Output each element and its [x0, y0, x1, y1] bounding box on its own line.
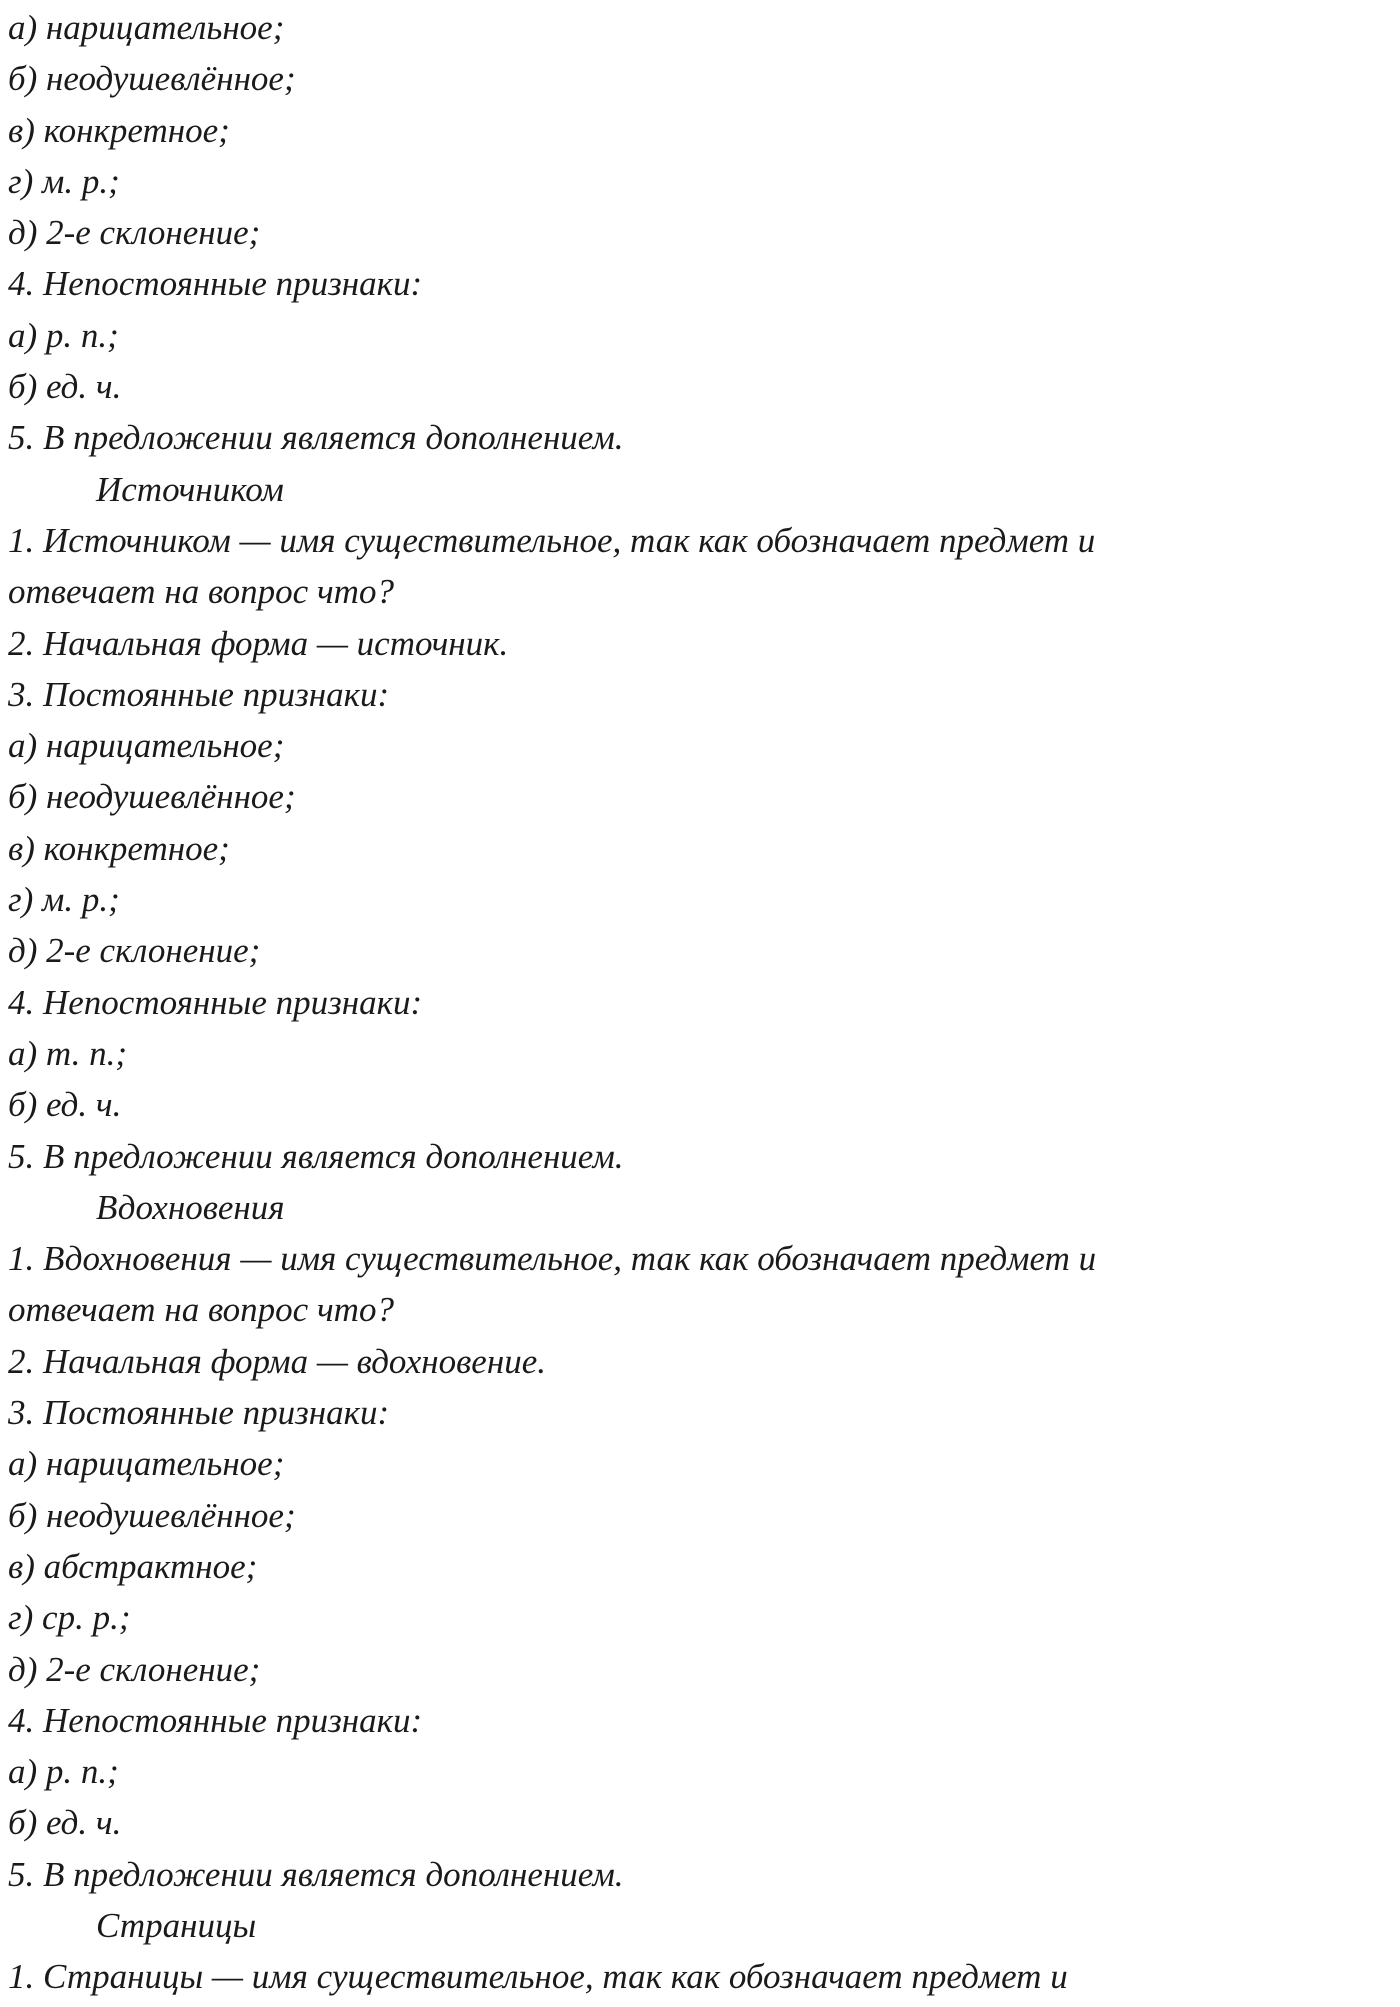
- text-line: 4. Непостоянные признаки:: [8, 982, 423, 1022]
- text-line: отвечает на вопрос что?: [8, 572, 394, 612]
- text-line: 1. Страницы — имя существительное, так как обозначает предмет и: [8, 1957, 1068, 1997]
- text-line: 5. В предложении является дополнением.: [8, 1136, 624, 1176]
- text-line: 3. Постоянные признаки:: [8, 1393, 390, 1433]
- text-line: 1. Вдохновения — имя существительное, так как обозначает предмет и: [8, 1239, 1097, 1279]
- text-line: г) м. р.;: [8, 880, 120, 920]
- text-line: а) р. п.;: [8, 1752, 119, 1792]
- text-line: д) 2-е склонение;: [8, 931, 261, 971]
- text-line: б) неодушевлённое;: [8, 777, 296, 817]
- text-line: г) ср. р.;: [8, 1598, 131, 1638]
- text-line: отвечает на вопрос что?: [8, 1290, 394, 1330]
- word-heading: Страницы: [96, 1905, 257, 1945]
- text-line: а) р. п.;: [8, 315, 119, 355]
- text-line: 4. Непостоянные признаки:: [8, 1700, 423, 1740]
- text-line: а) т. п.;: [8, 1033, 128, 1073]
- text-line: 2. Начальная форма — вдохновение.: [8, 1341, 546, 1381]
- text-line: 5. В предложении является дополнением.: [8, 1854, 624, 1894]
- text-line: б) неодушевлённое;: [8, 59, 296, 99]
- text-line: в) конкретное;: [8, 110, 230, 150]
- text-line: д) 2-е склонение;: [8, 213, 261, 253]
- text-line: б) ед. ч.: [8, 1803, 122, 1843]
- text-line: б) ед. ч.: [8, 1085, 122, 1125]
- text-line: в) абстрактное;: [8, 1546, 258, 1586]
- text-line: б) неодушевлённое;: [8, 1495, 296, 1535]
- text-line: д) 2-е склонение;: [8, 1649, 261, 1689]
- text-line: 2. Начальная форма — источник.: [8, 623, 509, 663]
- text-line: а) нарицательное;: [8, 1444, 285, 1484]
- text-line: а) нарицательное;: [8, 726, 285, 766]
- text-line: 4. Непостоянные признаки:: [8, 264, 423, 304]
- word-heading: Источником: [96, 469, 284, 509]
- word-heading: Вдохновения: [96, 1187, 285, 1227]
- text-line: а) нарицательное;: [8, 8, 285, 47]
- document-body: [8, 2, 1388, 2003]
- text-line: 3. Постоянные признаки:: [8, 674, 390, 714]
- text-line: 1. Источником — имя существительное, так как обозначает предмет и: [8, 520, 1096, 560]
- text-line: 5. В предложении является дополнением.: [8, 418, 624, 458]
- text-line: в) конкретное;: [8, 828, 230, 868]
- text-line: б) ед. ч.: [8, 367, 122, 407]
- text-line: г) м. р.;: [8, 161, 120, 201]
